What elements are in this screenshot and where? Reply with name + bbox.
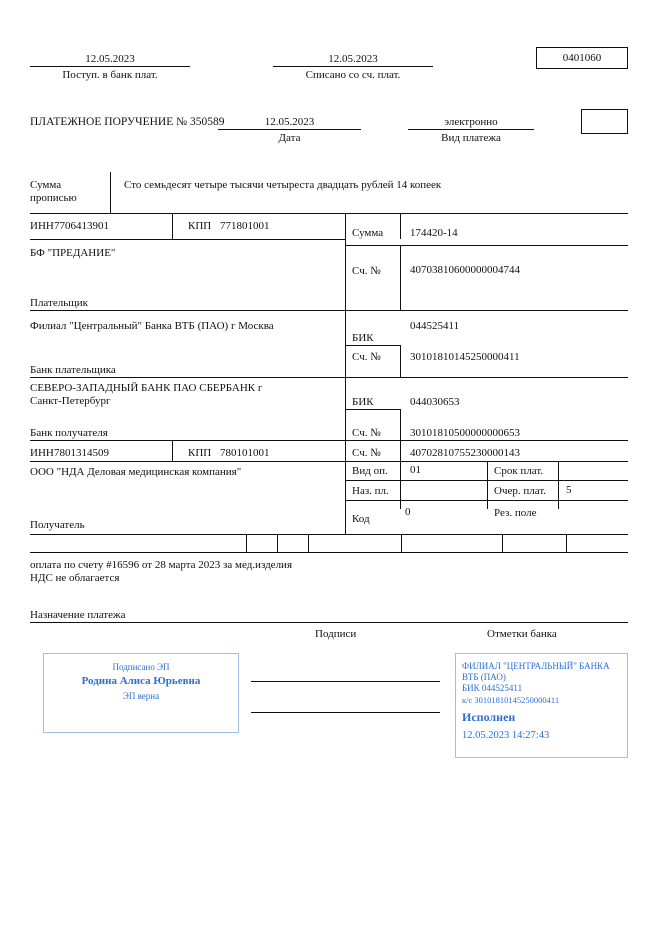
divider <box>30 377 628 378</box>
divider <box>30 213 628 214</box>
amount-label: Сумма <box>352 227 384 239</box>
divider <box>273 66 433 67</box>
divider <box>345 500 628 501</box>
kod-label: Код <box>352 513 370 525</box>
order-date-label: Дата <box>278 132 301 144</box>
srok-label: Срок плат. <box>494 465 544 477</box>
payer-inn-label: ИНН <box>30 220 54 232</box>
payee-label: Получатель <box>30 519 85 531</box>
payer-inn: 7706413901 <box>54 220 109 232</box>
payee-bank-corr-account: 30101810500000000653 <box>410 427 520 439</box>
payer-kpp: 771801001 <box>220 220 270 232</box>
payee-kpp-label: КПП <box>188 447 212 459</box>
payee-account-label: Сч. № <box>352 447 381 459</box>
payer-bank-corr-account: 30101810145250000411 <box>410 351 520 363</box>
signature-line <box>251 712 440 713</box>
divider <box>30 66 190 67</box>
divider <box>30 622 628 623</box>
vid-op: 01 <box>410 464 421 476</box>
payment-type-label: Вид платежа <box>441 132 501 144</box>
payer-bank-label: Банк плательщика <box>30 364 116 376</box>
naz-label: Наз. пл. <box>352 485 389 497</box>
order-date: 12.05.2023 <box>264 116 315 128</box>
payee-bank-label: Банк получателя <box>30 427 108 439</box>
divider <box>30 239 345 240</box>
divider <box>30 310 628 311</box>
date-received-label: Поступ. в банк плат. <box>62 69 158 81</box>
date-received: 12.05.2023 <box>85 53 135 65</box>
amount-value: 174420-14 <box>410 227 458 239</box>
divider <box>246 534 247 552</box>
divider <box>30 552 628 553</box>
divider <box>30 461 628 462</box>
divider <box>345 213 346 534</box>
form-code: 0401060 <box>562 52 602 64</box>
divider <box>408 129 534 130</box>
payer-account-label: Сч. № <box>352 265 381 277</box>
payer-label: Плательщик <box>30 297 88 309</box>
divider <box>502 534 503 552</box>
divider <box>566 534 567 552</box>
payer-bank-corr-label: Сч. № <box>352 351 381 363</box>
bank-stamp-status: Исполнен <box>462 710 516 724</box>
bank-stamp-line1: ФИЛИАЛ "ЦЕНТРАЛЬНЫЙ" БАНКА <box>462 661 610 671</box>
date-debited-label: Списано со сч. плат. <box>305 69 401 81</box>
divider <box>110 172 111 213</box>
form-code-box <box>536 47 628 69</box>
payer-name: БФ "ПРЕДАНИЕ" <box>30 247 116 259</box>
divider <box>308 534 309 552</box>
bank-marks-label: Отметки банка <box>487 628 557 640</box>
purpose-line1: оплата по счету #16596 от 28 марта 2023 за мед.изделия <box>30 559 293 571</box>
signatures-label: Подписи <box>315 628 357 640</box>
payer-bank-bik-label: БИК <box>352 332 374 344</box>
divider <box>172 440 173 461</box>
kod: 0 <box>405 506 411 518</box>
signer-name: Родина Алиса Юрьевна <box>81 675 201 687</box>
payer-account: 40703810600000004744 <box>410 264 520 276</box>
payer-bank-name: Филиал "Центральный" Банка ВТБ (ПАО) г Москва <box>30 320 274 332</box>
divider <box>400 213 401 239</box>
divider <box>401 534 402 552</box>
bank-stamp-line3: БИК 044525411 <box>462 683 523 693</box>
payee-inn: 7801314509 <box>54 447 109 459</box>
divider <box>400 409 401 509</box>
divider <box>345 409 400 410</box>
divider <box>172 213 173 239</box>
stamp-title: Подписано ЭП <box>112 662 170 672</box>
bank-stamp <box>455 653 628 758</box>
payee-bank-name-line2: Санкт-Петербург <box>30 395 111 407</box>
document-title: ПЛАТЕЖНОЕ ПОРУЧЕНИЕ № 350589 <box>30 116 225 128</box>
divider <box>400 245 401 310</box>
rez-label: Рез. поле <box>494 507 537 519</box>
ocher: 5 <box>566 484 572 496</box>
purpose-label: Назначение платежа <box>30 609 126 621</box>
payee-bank-bik: 044030653 <box>410 396 460 408</box>
signature-line <box>251 681 440 682</box>
ocher-label: Очер. плат. <box>494 485 547 497</box>
divider <box>400 345 401 377</box>
divider <box>487 461 488 509</box>
amount-words-label: Сумма прописью <box>30 179 77 204</box>
amount-words: Сто семьдесят четыре тысячи четыреста двадцать рублей 14 копеек <box>124 179 442 191</box>
payee-kpp: 780101001 <box>220 447 270 459</box>
divider <box>558 461 559 509</box>
divider <box>30 534 628 535</box>
payer-kpp-label: КПП <box>188 220 212 232</box>
bank-stamp-datetime: 12.05.2023 14:27:43 <box>462 730 550 741</box>
divider <box>218 129 361 130</box>
signature-stamp <box>43 653 239 733</box>
signature-status: ЭП верна <box>122 691 160 701</box>
divider <box>345 480 628 481</box>
vid-op-label: Вид оп. <box>352 465 388 477</box>
divider <box>345 245 628 246</box>
purpose-line2: НДС не облагается <box>30 572 120 584</box>
code-box <box>581 109 628 134</box>
payer-bank-bik: 044525411 <box>410 320 460 332</box>
payee-bank-corr-label: Сч. № <box>352 427 381 439</box>
payee-name: ООО "НДА Деловая медицинская компания" <box>30 466 242 478</box>
bank-stamp-line4: к/с 30101810145250000411 <box>462 695 560 705</box>
payee-account: 40702810755230000143 <box>410 447 520 459</box>
payment-type: электронно <box>444 116 498 128</box>
bank-stamp-line2: ВТБ (ПАО) <box>462 672 506 682</box>
divider <box>345 345 400 346</box>
payee-inn-label: ИНН <box>30 447 54 459</box>
divider <box>277 534 278 552</box>
date-debited: 12.05.2023 <box>328 53 378 65</box>
payee-bank-name-line1: СЕВЕРО-ЗАПАДНЫЙ БАНК ПАО СБЕРБАНК г <box>30 382 263 394</box>
divider <box>30 440 628 441</box>
payee-bank-bik-label: БИК <box>352 396 374 408</box>
